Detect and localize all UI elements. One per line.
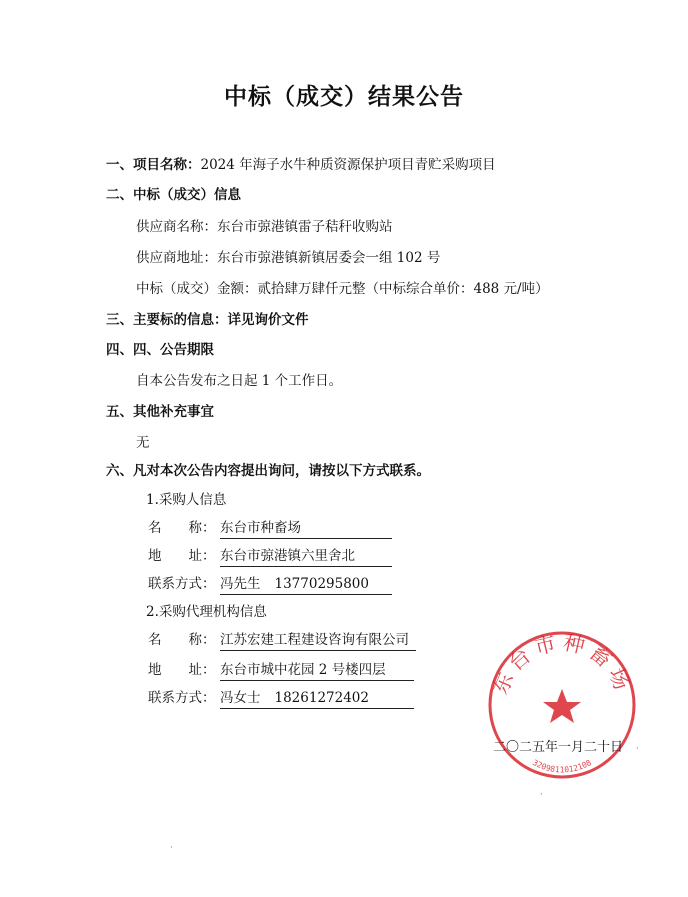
purchaser-name-row [148,519,301,537]
agency-address: 东台市城中花园 2 号楼四层 [220,661,414,681]
issue-date: 二〇二五年一月二十日 [493,740,624,755]
scan-mark: · [636,744,639,754]
seal-code-path: 3209811012108 [531,758,593,775]
purchaser-contact-label: 联系方式： [148,576,216,592]
scan-mark: · [540,790,543,800]
agency-contact-row [148,689,369,707]
agency-address-label: 地 址： [148,662,216,678]
agency-contact [220,689,414,709]
purchaser-contact-person: 冯先生 [220,576,261,592]
supplier-address: 供应商地址：东台市弶港镇新镇居委会一组 102 号 [136,250,441,266]
seal-text [488,630,636,698]
purchaser-contact [220,575,392,595]
section-6-heading: 六、凡对本次公告内容提出询问，请按以下方式联系。 [106,463,430,479]
purchaser-address-row [148,547,355,565]
section-3-heading: 三、主要标的信息：详见询价文件 [106,312,309,328]
section-2-heading: 二、中标（成交）信息 [106,187,241,203]
purchaser-heading: 1.采购人信息 [146,492,227,508]
purchaser-name: 东台市种畜场 [220,519,392,539]
other-matters: 无 [136,435,150,451]
official-seal [486,629,638,781]
agency-contact-person: 冯女士 [220,690,261,706]
section-5-heading: 五、其他补充事宜 [106,404,214,420]
section-1-label: 一、项目名称： [106,157,201,173]
section-1 [106,156,496,174]
page-title: 中标（成交）结果公告 [224,84,464,110]
purchaser-address-label: 地 址： [148,548,216,564]
purchaser-contact-row [148,575,369,593]
purchaser-address: 东台市弶港镇六里舍北 [220,547,392,567]
agency-contact-label: 联系方式： [148,690,216,706]
purchaser-name-label: 名 称： [148,520,216,536]
award-amount: 中标（成交）金额：贰拾肆万肆仟元整（中标综合单价：488 元/吨） [136,281,549,297]
agency-name-label: 名 称： [148,632,216,648]
project-name: 2024 年海子水牛种质资源保护项目青贮采购项目 [200,157,496,173]
section-4-heading: 四、四、公告期限 [106,342,214,358]
scan-mark: · [170,843,173,853]
supplier-name: 供应商名称：东台市弶港镇雷子秸秆收购站 [136,219,393,235]
agency-name-row [148,631,409,649]
agency-address-row [148,661,386,679]
seal-code [531,758,593,775]
purchaser-contact-phone: 13770295800 [274,576,369,592]
agency-name: 江苏宏建工程建设咨询有限公司 [220,631,416,651]
agency-heading: 2.采购代理机构信息 [146,604,267,620]
agency-contact-phone: 18261272402 [274,690,369,706]
seal-star-icon [543,689,581,723]
notice-period: 自本公告发布之日起 1 个工作日。 [136,373,343,389]
seal-text-path: 东台市种畜场 [487,630,637,698]
